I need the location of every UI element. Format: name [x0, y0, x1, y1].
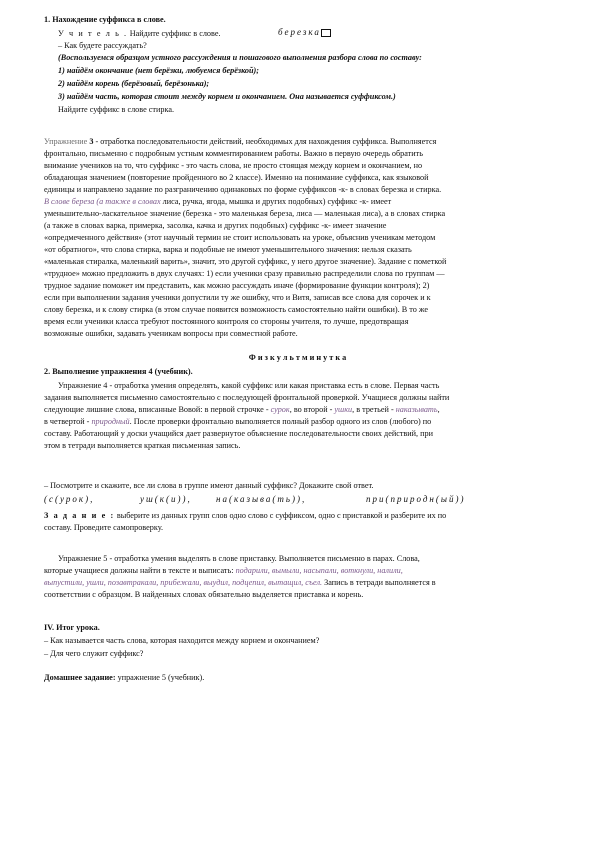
- s2-l3a: следующие лишние слова, вписанные Вовой: в первой строчке -: [44, 405, 271, 414]
- s4-question-1: – Как называется часть слова, которая находится между корнем и окончанием?: [44, 636, 320, 645]
- step-3: 3) найдём часть, которая стоит между корнем и окончанием. Она называется суффиксом.): [58, 92, 396, 101]
- s2-line-6: этом в тетради выполняется краткая письменная запись.: [44, 441, 241, 450]
- step-1: 1) найдём окончание (нет берёзки, любуемся берёзкой);: [58, 66, 260, 75]
- break-title: Ф и з к у л ь т м и н у т к а: [248, 353, 347, 362]
- hint-line: (Воспользуемся образцом устного рассуждения и пошагового выполнения разбора слова по составу:: [58, 53, 422, 62]
- s2-l4b: природный: [91, 417, 130, 426]
- ex3-l6a: В слове береза: [44, 197, 95, 206]
- ex3-line-10: «от обратного», что слова стирка, варка и подобные не имеют уменьшительного значения: нельзя сказать: [44, 245, 412, 254]
- ex3-line-5: единицы и направлено задание по разграничению одинаковых по форме суффиксов -к- в словах березка и стирка.: [44, 185, 442, 194]
- ex3-l6c: лиса, ручка, ягода, мышка: [162, 197, 254, 206]
- ex5-l2a: которые учащиеся должны найти в тексте и выписать:: [44, 566, 236, 575]
- s2-l4c: . После проверки фронтально выполняется полный разбор одного из слов (любого) по: [129, 417, 432, 426]
- s2-l4a: в четвертой -: [44, 417, 92, 426]
- section-title-1: 1. Нахождение суффикса в слове.: [44, 15, 166, 24]
- ex5-l3a: выпустили, ушли, позавтракали, прибежали, выудил, подцепил, вытащил, съел.: [44, 578, 323, 587]
- s2-task-line-2: составу. Проведите самопроверку.: [44, 523, 164, 532]
- ex3-num: 3: [89, 137, 94, 146]
- s2-l3d: ушки: [334, 405, 353, 414]
- ex5-line-3: [44, 577, 564, 588]
- s2-line-1: Упражнение 4 - отработка умения определять, какой суффикс или какая приставка есть в слове. Первая часть: [58, 381, 440, 390]
- ex3-line-7: уменьшительно-ласкательное значение (березка - это маленькая береза, лиса — маленькая лиса), а в словах стирка: [44, 209, 446, 218]
- ex3-line-13: трудное задание поможет им представить, как можно рассуждать иначе (формирование функции контроля); 2): [44, 281, 430, 290]
- teacher-label: У ч и т е л ь .: [58, 29, 128, 38]
- homework-label: Домашнее задание:: [44, 673, 116, 682]
- section-title-4: IV. Итог урока.: [44, 623, 100, 632]
- ex3-line-9: «опредмеченного действия» (этот научный термин не стоит использовать на уроке, объяснив ученикам методом: [44, 233, 436, 242]
- step-2: 2) найдём корень (берёзовый, берёзонька);: [58, 79, 210, 88]
- s2-line-5: составу. Работающий у доски учащийся дает развернутое объяснение последовательности своих действий, при: [44, 429, 434, 438]
- morph-scheme-berezka: [278, 27, 331, 37]
- s2-l3e: , в третьей -: [352, 405, 396, 414]
- morph-scheme-1: (с(урок),: [44, 494, 95, 504]
- ex3-text: - отработка последовательности действий, необходимых для нахождения суффикса. Выполняется: [93, 137, 437, 146]
- ending-box-icon: [321, 29, 331, 37]
- s2-task-line: [44, 510, 564, 521]
- s2-question: – Посмотрите и скажите, все ли слова в группе имеют данный суффикс? Докажите свой ответ.: [44, 481, 374, 490]
- teacher-task: Найдите суффикс в слове.: [127, 29, 221, 38]
- ex5-l2b: подарили, вымыли, насыпали, воткнули, налили,: [235, 566, 403, 575]
- s2-line-2: задания выполняется письменно самостоятельно с последующей фронтальной проверкой. Учащиеся должны найти: [44, 393, 450, 402]
- s2-l3f: наказывать: [395, 405, 438, 414]
- morph-word: березка: [278, 27, 321, 37]
- ex3-line-14: если при выполнении задания ученики допустили ту же ошибку, что и Витя, записав все слова для сорочек и к: [44, 293, 431, 302]
- ex3-line-17: возможные ошибки, задавать ученикам вопросы при совместной работе.: [44, 329, 298, 338]
- ex3-line-12: «трудное» можно предложить в двух случаях: 1) если ученики сразу правильно распределили слова по группам —: [44, 269, 445, 278]
- morph-scheme-3: на(казыва(ть)),: [216, 494, 307, 504]
- ex3-line-8: (а также в словах варка, примерка, засолка, качка и других подобных) суффикс -к- имеет значение: [44, 221, 387, 230]
- s4-question-2: – Для чего служит суффикс?: [44, 649, 144, 658]
- task-text: выберите из данных групп слов одно слово с суффиксом, одно с приставкой и разберите их по: [114, 511, 447, 520]
- ex3-line-15: слову березка, и к слову стирка (в этом случае появится возможность самостоятельно найти ошибки). В то же: [44, 305, 429, 314]
- task-label: З а д а н и е :: [44, 511, 115, 520]
- ex3-l6d: и других подобных) суффикс -к- имеет: [253, 197, 392, 206]
- s2-line-4: [44, 416, 564, 427]
- ex5-line-1: Упражнение 5 - отработка умения выделять в слове приставку. Выполняется письменно в парах. Слова,: [58, 554, 420, 563]
- ex3-lead: Упражнение: [44, 137, 90, 146]
- ex5-line-2: [44, 565, 564, 576]
- s2-line-3: [44, 404, 564, 415]
- ex3-line-2: фронтально, письменно с подробным устным комментированием работы. Важно в первую очередь обратить: [44, 149, 423, 158]
- homework-text: упражнение 5 (учебник).: [115, 673, 205, 682]
- question-line: – Как будете рассуждать?: [58, 41, 147, 50]
- s2-l3b: сурок: [270, 405, 290, 414]
- s2-l3g: ,: [437, 405, 440, 414]
- morph-scheme-4: при(природн(ый)): [366, 494, 466, 504]
- ex5-line-4: соответствии с образцом. В найденных словах обязательно выделяется приставка и корень.: [44, 590, 364, 599]
- ex3-line-16: время если ученики класса требуют постоянного контроля со стороны учителя, то лучше, предотвращая: [44, 317, 409, 326]
- ex3-line-11: «маленькая стиралка, маленький варить», значит, это другой суффикс, у него другое значение). Задание с пометкой: [44, 257, 447, 266]
- task-line: Найдите суффикс в слове стирка.: [58, 105, 174, 114]
- ex3-line-3: внимание учеников на то, что суффикс - это часть слова, не просто стоящая между корнем и окончанием, но: [44, 161, 423, 170]
- homework-line: [44, 672, 564, 683]
- ex3-line-6: [44, 196, 564, 207]
- ex3-line-4: обладающая значением (повторение пройденного во 2 классе). Именно на понимание суффикса, как языковой: [44, 173, 429, 182]
- ex3-l6b: (а также в словах: [94, 197, 163, 206]
- morph-scheme-2: уш(к(и)),: [140, 494, 192, 504]
- section-title-2: 2. Выполнение упражнения 4 (учебник).: [44, 367, 193, 376]
- ex3-line-1: [44, 136, 564, 147]
- ex5-l3b: Запись в тетради выполняется в: [322, 578, 436, 587]
- s2-l3c: , во второй -: [289, 405, 335, 414]
